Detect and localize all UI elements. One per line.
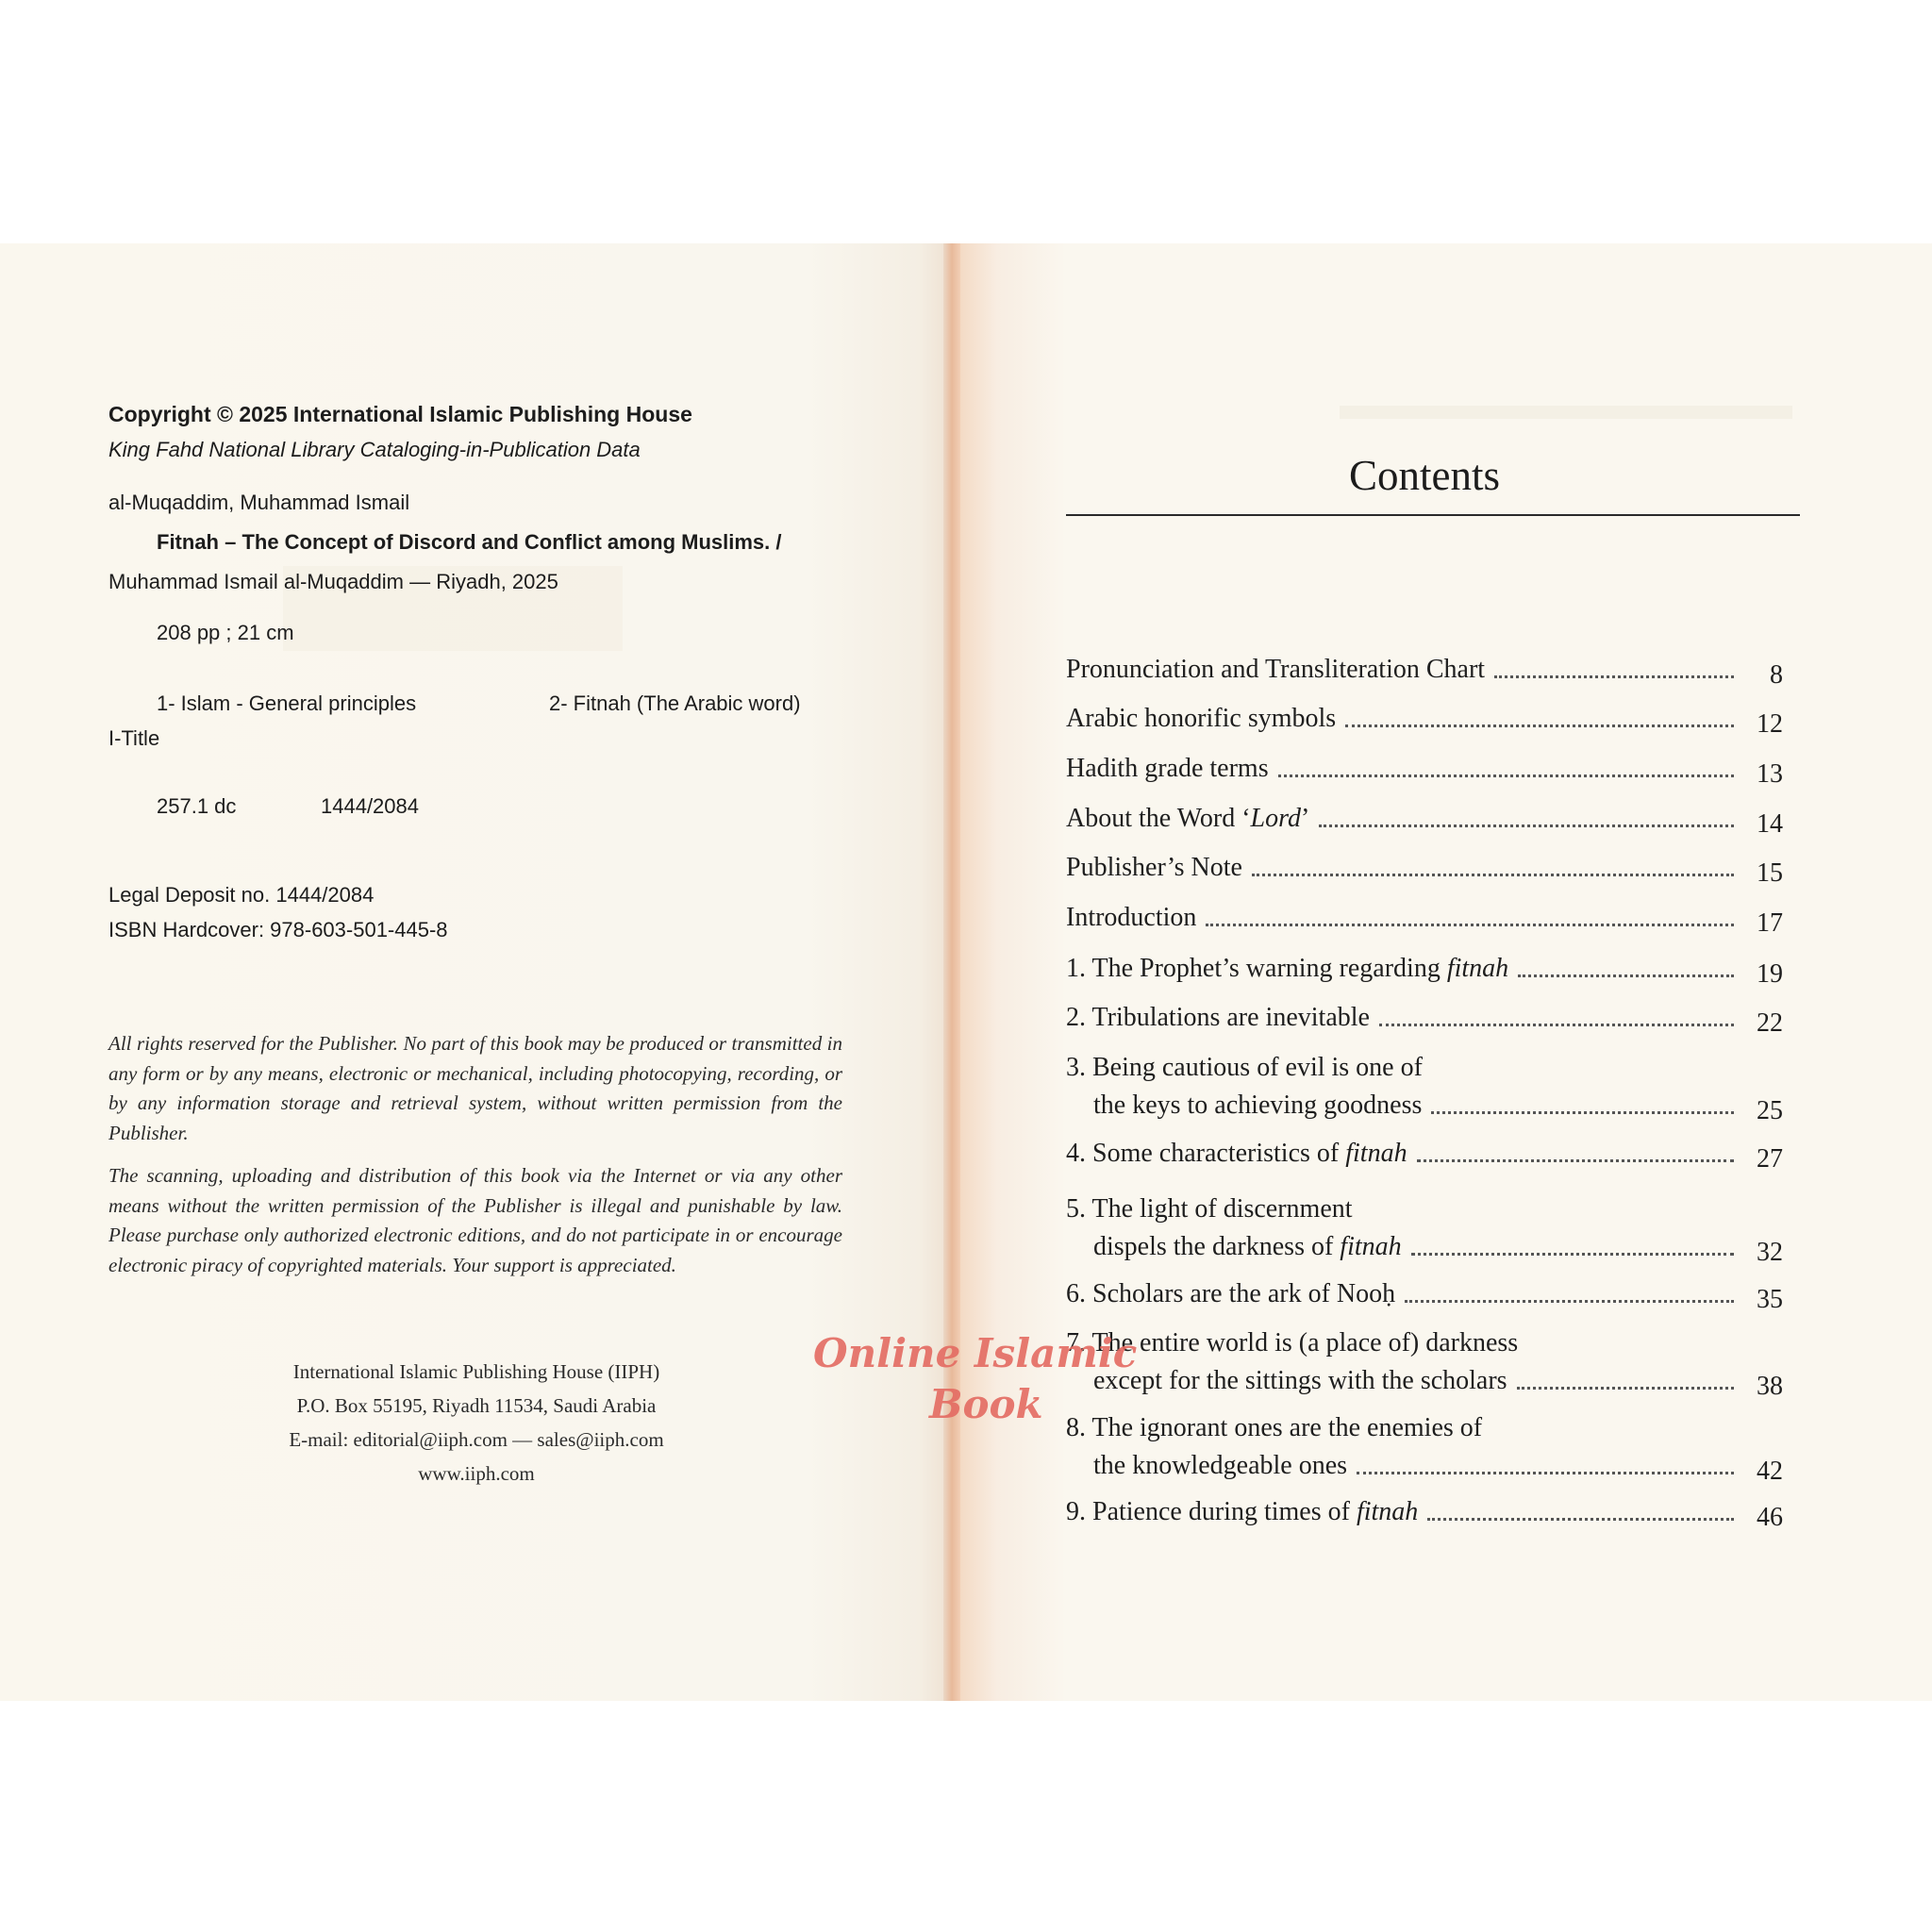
show-through-mark	[1340, 406, 1792, 419]
toc-page-number: 42	[1757, 1457, 1783, 1486]
toc-leader-dots	[1252, 874, 1734, 876]
contents-rule	[1066, 514, 1800, 516]
legal-deposit: Legal Deposit no. 1444/2084	[108, 883, 375, 907]
toc-leader-dots	[1379, 1024, 1734, 1026]
toc-entry	[1066, 1324, 1802, 1400]
toc-entry-title: the knowledgeable ones	[1093, 1451, 1348, 1480]
subject-1: 1- Islam - General principles	[157, 691, 417, 715]
toc-entry	[1066, 700, 1802, 738]
book-title-line: Fitnah – The Concept of Discord and Conflict among Muslims. /	[157, 530, 782, 554]
dewey-class: 257.1 dc	[157, 794, 237, 818]
toc-entry-title: 1. The Prophet’s warning regarding fitnah	[1066, 954, 1509, 983]
author-city-line: Muhammad Ismail al-Muqaddim — Riyadh, 2025	[108, 570, 558, 593]
isbn: ISBN Hardcover: 978-603-501-445-8	[108, 918, 448, 941]
toc-entry-title: Hadith grade terms	[1066, 754, 1269, 783]
toc-page-number: 8	[1770, 660, 1783, 690]
toc-entry-title: About the Word ‘Lord’	[1066, 804, 1310, 833]
toc-leader-dots	[1417, 1159, 1734, 1162]
toc-entry-title: dispels the darkness of fitnah	[1093, 1232, 1402, 1261]
toc-entry-title: Pronunciation and Transliteration Chart	[1066, 655, 1486, 684]
toc-leader-dots	[1494, 675, 1734, 678]
pages-size: 208 pp ; 21 cm	[157, 621, 294, 644]
toc-page-number: 14	[1757, 809, 1783, 839]
toc-entry-title: 6. Scholars are the ark of Nooḥ	[1066, 1279, 1396, 1308]
toc-entry	[1066, 1493, 1802, 1531]
toc-entry	[1066, 800, 1802, 838]
toc-leader-dots	[1357, 1472, 1734, 1474]
toc-entry-title: the keys to achieving goodness	[1093, 1091, 1423, 1120]
toc-page-number: 35	[1757, 1285, 1783, 1314]
toc-entry-title: Introduction	[1066, 903, 1197, 932]
toc-page-number: 25	[1757, 1096, 1783, 1125]
toc-leader-dots	[1278, 774, 1734, 777]
publisher-address: P.O. Box 55195, Riyadh 11534, Saudi Arabia	[296, 1394, 657, 1417]
toc-page-number: 38	[1757, 1372, 1783, 1401]
toc-leader-dots	[1319, 824, 1734, 827]
toc-entry-title: 7. The entire world is (a place of) darkness	[1066, 1328, 1519, 1357]
toc-entry-title: Arabic honorific symbols	[1066, 704, 1337, 733]
catalog-heading: King Fahd National Library Cataloging-in-Publication Data	[108, 438, 641, 461]
toc-entry	[1066, 1135, 1802, 1173]
subject-2: 2- Fitnah (The Arabic word)	[549, 691, 801, 715]
toc-entry-title: Publisher’s Note	[1066, 853, 1242, 882]
toc-page-number: 17	[1757, 908, 1783, 938]
toc-page-number: 22	[1757, 1008, 1783, 1038]
toc-entry-title: 8. The ignorant ones are the enemies of	[1066, 1413, 1483, 1442]
toc-page-number: 32	[1757, 1238, 1783, 1267]
toc-entry-title: 5. The light of discernment	[1066, 1194, 1353, 1224]
toc-leader-dots	[1345, 724, 1734, 727]
toc-page-number: 13	[1757, 759, 1783, 789]
piracy-paragraph: The scanning, uploading and distribution of this book via the Internet or via any other means without the written permission of the Publisher is illegal and punishable by law. Please purchase only authorized electronic editions, and do not participate in or encourage electronic piracy of copyrighted materials. Your support is appreciated.	[108, 1164, 842, 1276]
toc-entry	[1066, 1409, 1802, 1485]
copyright-line: Copyright © 2025 International Islamic Publishing House	[108, 402, 692, 426]
toc-leader-dots	[1431, 1111, 1734, 1114]
toc-entry-title: except for the sittings with the scholars	[1093, 1366, 1507, 1395]
watermark-line-2: Book	[929, 1381, 1043, 1427]
toc-page-number: 15	[1757, 858, 1783, 888]
toc-entry-title: 4. Some characteristics of fitnah	[1066, 1139, 1407, 1168]
toc-entry-title: 2. Tribulations are inevitable	[1066, 1003, 1370, 1032]
toc-leader-dots	[1427, 1518, 1734, 1521]
toc-leader-dots	[1405, 1300, 1734, 1303]
book-gutter	[943, 243, 960, 1701]
toc-page-number: 46	[1757, 1503, 1783, 1532]
toc-entry-title: 9. Patience during times of fitnah	[1066, 1497, 1419, 1526]
toc-leader-dots	[1517, 1387, 1734, 1390]
toc-entry	[1066, 1049, 1802, 1124]
toc-entry	[1066, 1275, 1802, 1313]
dewey-number: 1444/2084	[321, 794, 419, 818]
rights-paragraph: All rights reserved for the Publisher. No part of this book may be produced or transmitted in any form or by any means, electronic or mechanical, including photocopying, recording, or by any information storage and retrieval system, without written permission from the Publisher.	[108, 1032, 842, 1144]
publisher-web: www.iiph.com	[418, 1462, 535, 1485]
watermark-line-1: Online Islamic	[813, 1330, 1138, 1376]
contents-heading: Contents	[1349, 452, 1501, 499]
publisher-email: E-mail: editorial@iiph.com — sales@iiph.com	[289, 1428, 664, 1451]
toc-leader-dots	[1518, 974, 1734, 977]
publisher-name: International Islamic Publishing House (IIPH)	[292, 1360, 660, 1383]
author-line: al-Muqaddim, Muhammad Ismail	[108, 491, 410, 514]
toc-entry	[1066, 651, 1802, 689]
toc-entry	[1066, 999, 1802, 1037]
toc-page-number: 19	[1757, 959, 1783, 989]
toc-leader-dots	[1206, 924, 1734, 926]
toc-entry-title: 3. Being cautious of evil is one of	[1066, 1053, 1423, 1082]
toc-page-number: 27	[1757, 1144, 1783, 1174]
toc-entry	[1066, 899, 1802, 937]
toc-page-number: 12	[1757, 709, 1783, 739]
toc-entry	[1066, 849, 1802, 887]
title-entry: I-Title	[108, 726, 160, 750]
toc-leader-dots	[1411, 1253, 1734, 1256]
toc-entry	[1066, 1191, 1802, 1266]
toc-entry	[1066, 750, 1802, 788]
toc-entry	[1066, 950, 1802, 988]
